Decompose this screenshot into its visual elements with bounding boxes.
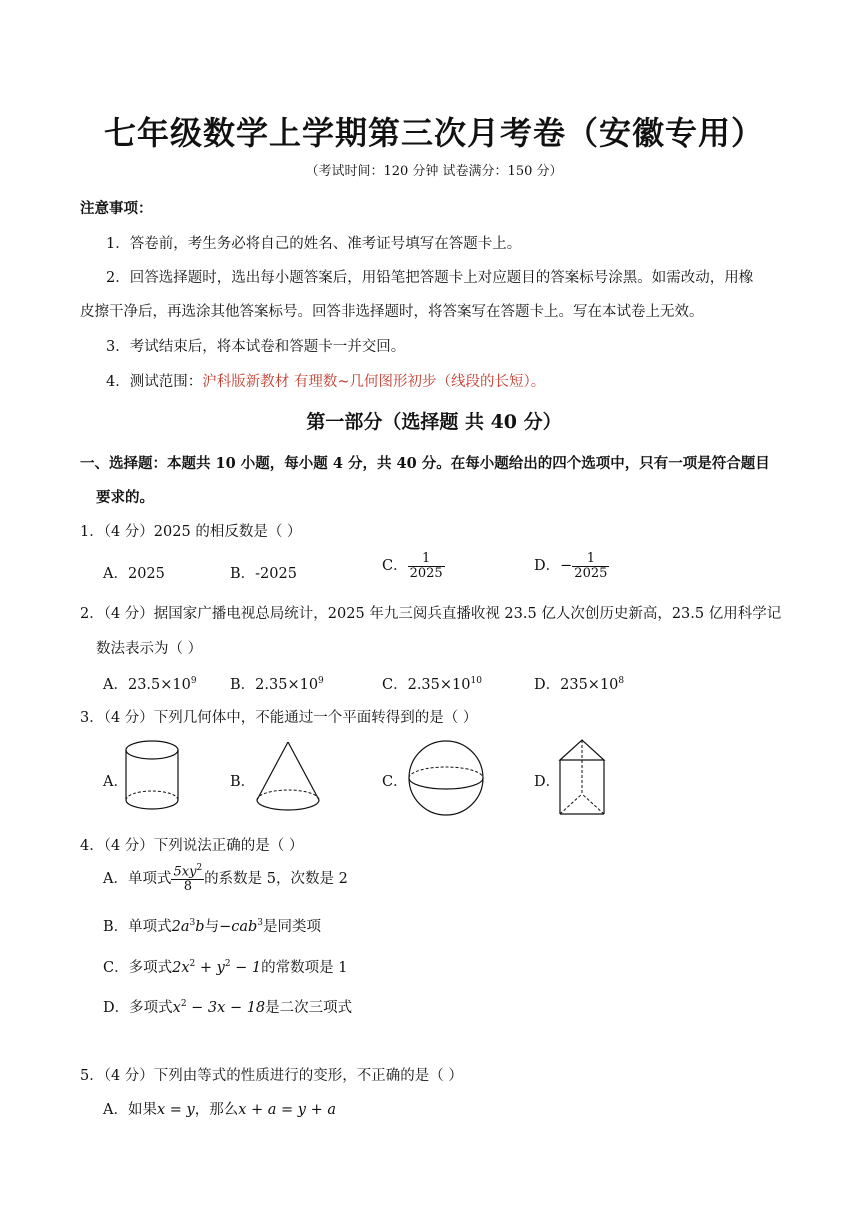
question-1-stem: 1．（4 分）2025 的相反数是（ ）	[80, 524, 302, 540]
q2-option-d: D．$235\times 10^8$	[534, 676, 625, 693]
page-title: 七年级数学上学期第三次月考卷（安徽专用）	[103, 114, 764, 152]
q3-option-d-label: D．	[534, 774, 561, 790]
q2-option-c: C．$2.35\times 10^{10}$	[382, 676, 482, 693]
notice-item-4-prefix: 4．测试范围：	[106, 374, 203, 390]
q5-option-a: A．如果x = y，那么x + a = y + a	[103, 1102, 336, 1118]
q4-option-a: A．单项式 $\frac{5xy^2}{8}$ 的系数是 5，次数是 2	[103, 863, 348, 894]
triangular-prism-figure	[556, 738, 608, 818]
question-5-stem: 5．（4 分）下列由等式的性质进行的变形，不正确的是（ ）	[80, 1068, 463, 1084]
test-scope: 沪科版新教材 有理数~几何图形初步（线段的长短）。	[202, 374, 546, 390]
q1-option-d-sign: −	[560, 558, 573, 575]
notice-item-4	[106, 370, 545, 391]
question-2-stem-line-2: 数法表示为（ ）	[96, 641, 203, 657]
notice-heading: 注意事项：	[80, 200, 153, 217]
q1-option-c-label: C．	[382, 558, 408, 575]
q2-option-a: A．$23.5\times 10^9$	[103, 676, 197, 693]
q1-option-b: B．-2025	[230, 566, 297, 582]
q1-option-d-label: D．	[534, 558, 561, 575]
q2-option-b: B．$2.35\times 10^9$	[230, 676, 324, 693]
question-4-stem: 4．（4 分）下列说法正确的是（ ）	[80, 838, 304, 854]
section-title: 第一部分（选择题 共 40 分）	[306, 411, 562, 433]
q1-option-c-fraction: $\frac{1}{2025}$	[409, 551, 443, 581]
question-3-stem: 3．（4 分）下列几何体中，不能通过一个平面转得到的是（ ）	[80, 710, 478, 726]
notice-item-2-line-1: 2．回答选择题时，选出每小题答案后，用铅笔把答题卡上对应题目的答案标号涂黑。如需改动，用橡	[106, 270, 754, 286]
q1-option-d	[534, 552, 609, 580]
notice-item-2-line-2: 皮擦干净后，再选涂其他答案标号。回答非选择题时，将答案写在答题卡上。写在本试卷上无效。	[80, 304, 704, 320]
q4-option-b: B．单项式$2a^3b$与−cab$^3$是同类项	[103, 918, 321, 935]
cone-figure	[255, 740, 321, 812]
q1-option-d-fraction: $\frac{1}{2025}$	[574, 551, 608, 581]
q4-option-a-fraction: $\frac{5xy^2}{8}$	[173, 863, 203, 894]
section-instructions-line-2: 要求的。	[96, 489, 154, 506]
exam-info: （考试时间：120 分钟 试卷满分：150 分）	[305, 164, 563, 179]
notice-item-3: 3．考试结束后，将本试卷和答题卡一并交回。	[106, 339, 406, 355]
q4-option-c: C．多项式$2x^2 + y^2 - 1$的常数项是 1	[103, 959, 348, 976]
sphere-figure	[406, 740, 486, 816]
q3-option-a-label: A．	[103, 774, 128, 790]
question-2-stem-line-1: 2．（4 分）据国家广播电视总局统计，2025 年九三阅兵直播收视 23.5 亿人次创历史新高，23.5 亿用科学记	[80, 606, 782, 622]
q1-option-c	[382, 552, 445, 580]
cylinder-figure	[124, 740, 180, 812]
q3-option-b-label: B．	[230, 774, 256, 790]
q4-option-d: D．多项式$x^2 - 3x - 18$是二次三项式	[103, 999, 353, 1016]
notice-item-1: 1．答卷前，考生务必将自己的姓名、准考证号填写在答题卡上。	[106, 236, 522, 252]
q1-option-a: A．2025	[103, 566, 165, 582]
q3-option-c-label: C．	[382, 774, 408, 790]
section-instructions-line-1: 一、选择题：本题共 10 小题，每小题 4 分，共 40 分。在每小题给出的四个选项中，只有一项是符合题目	[80, 455, 770, 472]
